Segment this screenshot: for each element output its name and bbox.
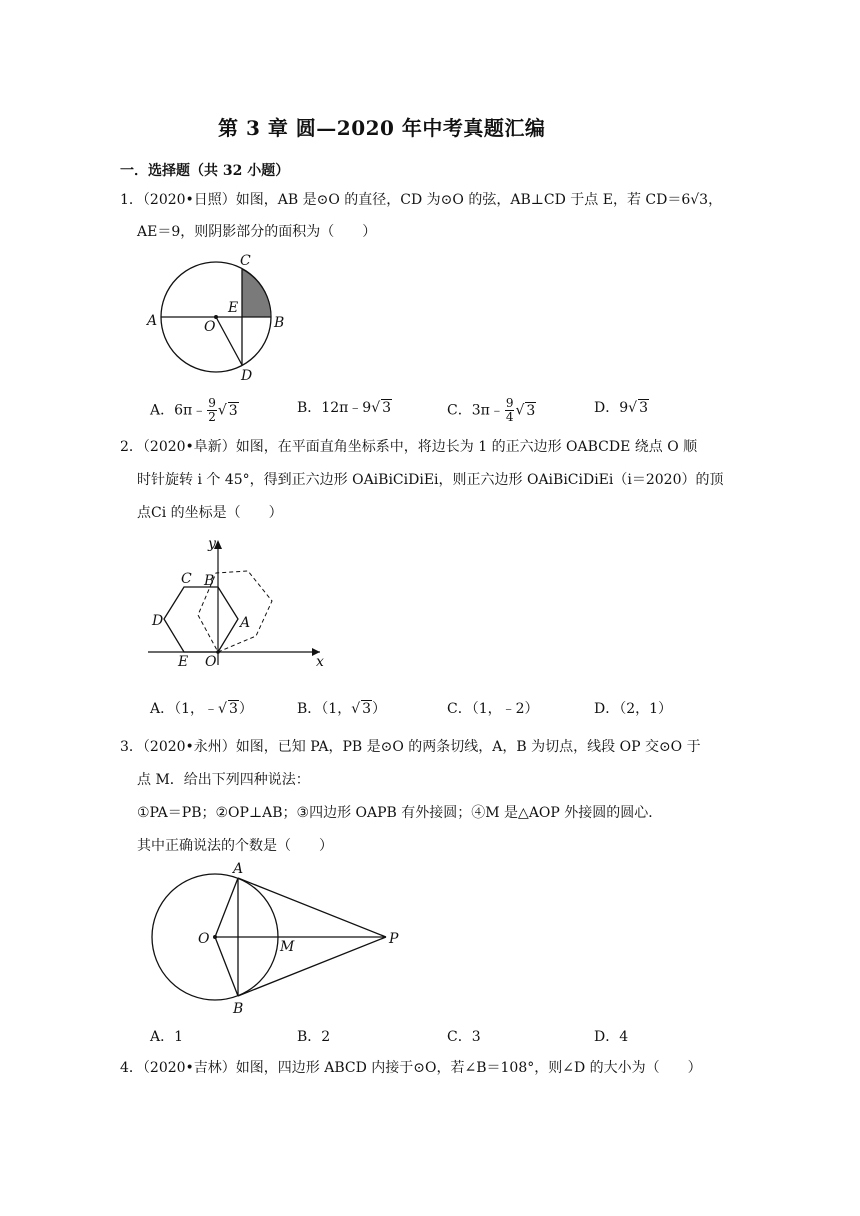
q3-label-b: B	[233, 1001, 244, 1017]
q3-line3: ①PA＝PB；②OP⊥AB；③四边形 OAPB 有外接圆；④M 是△AOP 外接圆的圆心．	[137, 805, 663, 821]
q1-option-d: D．9√ 3	[594, 400, 648, 416]
q1-line1: 1．（2020•日照）如图，AB 是⊙O 的直径，CD 为⊙O 的弦，AB⊥CD 于点 E，若 CD＝6√3，	[120, 192, 723, 208]
q2-line1: 2．（2020•阜新）如图，在平面直角坐标系中，将边长为 1 的正六边形 OABCDE 绕点 O 顺	[120, 439, 698, 455]
page-title: 第 3 章 圆—2020 年中考真题汇编	[218, 116, 546, 140]
q1-label-c: C	[240, 253, 251, 269]
q1-option-a: A．6π﹣ $\frac{9}{2}$ √ 3	[150, 396, 238, 424]
q1-line2: AE＝9，则阴影部分的面积为（ ）	[137, 224, 377, 240]
q3-line2: 点 M．给出下列四种说法：	[137, 772, 310, 788]
q3-line4: 其中正确说法的个数是（ ）	[137, 838, 333, 854]
q1-label-b: B	[274, 315, 285, 331]
q2-label-x: x	[316, 654, 324, 670]
q2-option-a: A．（1，﹣√ 3）	[150, 701, 253, 717]
q3-option-d: D．4	[594, 1029, 629, 1045]
q3-label-a: A	[233, 861, 244, 877]
q2-label-y: y	[208, 536, 216, 552]
q1-label-e: E	[228, 300, 239, 316]
q2-line3: 点Ci 的坐标是（ ）	[137, 505, 283, 521]
q3-line1: 3．（2020•永州）如图，已知 PA，PB 是⊙O 的两条切线，A，B 为切点，线段 OP 交⊙O 于	[120, 739, 701, 755]
q1-label-a: A	[147, 313, 158, 329]
q2-label-e: E	[178, 654, 189, 670]
section-heading: 一．选择题（共 32 小题）	[120, 163, 290, 179]
q2-label-a: A	[240, 615, 251, 631]
q1-figure	[147, 245, 290, 385]
q2-label-d: D	[152, 613, 164, 629]
q1-label-d: D	[241, 368, 253, 384]
q1-option-b: B．12π﹣9√ 3	[297, 400, 392, 416]
q2-figure	[148, 535, 338, 670]
q2-option-d: D．（2，1）	[594, 701, 673, 717]
q3-figure	[190, 858, 410, 1018]
q3-label-m: M	[280, 939, 295, 955]
q2-label-o: O	[205, 654, 217, 670]
q4-line1: 4．（2020•吉林）如图，四边形 ABCD 内接于⊙O，若∠B＝108°，则∠D 的大小为（ ）	[120, 1060, 702, 1076]
q2-line2: 时针旋转 i 个 45°，得到正六边形 OAiBiCiDiEi，则正六边形 OAiBiCiDiEi（i＝2020）的顶	[137, 472, 724, 488]
q2-label-b: B	[204, 573, 215, 589]
q1-option-c: C．3π﹣ $\frac{9}{4}$ √ 3	[447, 396, 536, 424]
q3-option-a: A．1	[150, 1029, 184, 1045]
q2-label-c: C	[181, 571, 192, 587]
q2-option-c: C．（1，﹣2）	[447, 701, 539, 717]
q3-option-c: C．3	[447, 1029, 481, 1045]
q3-label-o: O	[198, 931, 210, 947]
q2-option-b: B．（1，√ 3）	[297, 701, 387, 717]
q3-option-b: B．2	[297, 1029, 331, 1045]
q1-label-o: O	[204, 319, 216, 335]
q3-label-p: P	[389, 931, 399, 947]
